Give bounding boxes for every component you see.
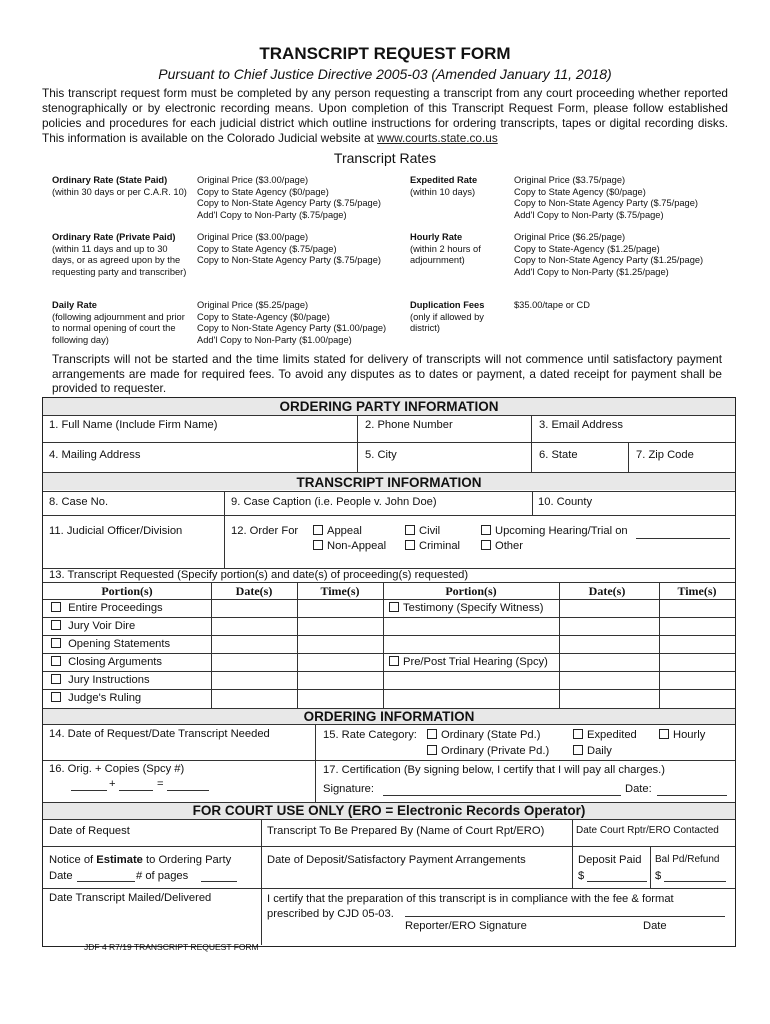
intro-text: This transcript request form must be completed by any person requesting a transcript from any court proceeding whether reported stenographically or by electronic recording means. Upon completion of this Transcript Request Form, please follow established policies and procedures for each judicial district which outline instructions for ordering transcripts, tapes or digital recording disks. This information is available on the Colorado Judicial website at bbox=[42, 86, 728, 145]
portion-checkbox[interactable] bbox=[51, 692, 141, 704]
portion-label: Jury Voir Dire bbox=[68, 620, 136, 632]
rate-expedited bbox=[410, 175, 510, 198]
rate-name: Expedited Rate bbox=[410, 175, 478, 185]
pretrial-checkbox[interactable] bbox=[389, 656, 548, 668]
deposit-paid-label: Deposit Paid bbox=[578, 854, 642, 866]
state-field[interactable]: 6. State bbox=[539, 449, 578, 461]
rate-ordinary-private bbox=[52, 232, 190, 278]
courts-website-link[interactable]: www.courts.state.co.us bbox=[377, 131, 498, 145]
rate-hourly bbox=[410, 232, 506, 267]
date-request-field[interactable]: 14. Date of Request/Date Transcript Needed bbox=[49, 728, 270, 740]
col-dates-right: Date(s) bbox=[588, 584, 626, 598]
zip-field[interactable]: 7. Zip Code bbox=[636, 449, 694, 461]
rate-desc: (within 2 hours of adjournment) bbox=[410, 243, 481, 265]
transcript-requested-label: 13. Transcript Requested (Specify portion(s) and date(s) of proceeding(s) requested) bbox=[49, 569, 469, 581]
full-name-field[interactable]: 1. Full Name (Include Firm Name) bbox=[49, 419, 218, 431]
signature-line[interactable] bbox=[383, 795, 621, 796]
signature-label: Signature: bbox=[323, 783, 374, 795]
portion-label: Jury Instructions bbox=[68, 674, 150, 686]
reporter-signature-line[interactable] bbox=[405, 916, 725, 917]
rate-desc: (within 10 days) bbox=[410, 186, 476, 197]
case-caption-field[interactable]: 9. Case Caption (i.e. People v. John Doe) bbox=[231, 496, 437, 508]
case-no-field[interactable]: 8. Case No. bbox=[49, 496, 109, 508]
reporter-date-label: Date bbox=[643, 920, 667, 932]
expedited-checkbox[interactable] bbox=[573, 729, 637, 741]
deposit-date-field[interactable]: Date of Deposit/Satisfactory Payment Arrangements bbox=[267, 854, 526, 866]
upcoming-hearing-label: Upcoming Hearing/Trial on bbox=[495, 525, 628, 537]
criminal-checkbox[interactable] bbox=[405, 540, 460, 552]
civil-checkbox[interactable] bbox=[405, 525, 440, 537]
upcoming-hearing-checkbox[interactable] bbox=[481, 525, 628, 537]
pretrial-label: Pre/Post Trial Hearing (Spcy) bbox=[403, 656, 548, 668]
other-checkbox[interactable] bbox=[481, 540, 523, 552]
ordering-party-header: ORDERING PARTY INFORMATION bbox=[279, 399, 499, 414]
intro-paragraph bbox=[42, 86, 728, 146]
form-subtitle: Pursuant to Chief Justice Directive 2005-03 (Amended January 11, 2018) bbox=[158, 66, 612, 82]
portion-checkbox[interactable] bbox=[51, 620, 135, 632]
ordinary-state-checkbox[interactable] bbox=[427, 729, 540, 741]
certify-text: I certify that the preparation of this transcript is in compliance with the fee & format prescribed by CJD 05-03. bbox=[267, 893, 674, 920]
reporter-signature-label: Reporter/ERO Signature bbox=[405, 920, 527, 932]
rate-expedited-prices: Original Price ($3.75/page) Copy to State Agency ($0/page) Copy to Non-State Agency Party ($.75/page) Add'l Copy to Non-Party ($.75/page) bbox=[514, 175, 698, 220]
cert-date-line[interactable] bbox=[657, 795, 727, 796]
city-field[interactable]: 5. City bbox=[365, 449, 397, 461]
bal-dollar: $ bbox=[655, 870, 662, 882]
bal-refund-label: Bal Pd/Refund bbox=[655, 854, 720, 865]
notice-estimate: Estimate bbox=[96, 854, 143, 866]
ordinary-private-checkbox[interactable] bbox=[427, 745, 549, 757]
rate-hourly-prices: Original Price ($6.25/page) Copy to State-Agency ($1.25/page) Copy to Non-State Agency Party ($1.25/page) Add'l Copy to Non-Party ($1.25/page) bbox=[514, 232, 704, 277]
court-use-header: FOR COURT USE ONLY (ERO = Electronic Records Operator) bbox=[192, 803, 586, 818]
ordinary-state-label: Ordinary (State Pd.) bbox=[441, 729, 541, 741]
rates-title: Transcript Rates bbox=[333, 150, 437, 166]
rate-name: Hourly Rate bbox=[410, 232, 463, 242]
bal-line[interactable] bbox=[664, 881, 726, 882]
rate-name: Daily Rate bbox=[52, 300, 97, 310]
col-dates-left: Date(s) bbox=[235, 584, 273, 598]
county-field[interactable]: 10. County bbox=[538, 496, 593, 508]
rate-category-label: 15. Rate Category: bbox=[323, 729, 417, 741]
equals-sign: = bbox=[157, 778, 164, 790]
transcript-info-header: TRANSCRIPT INFORMATION bbox=[296, 475, 482, 490]
col-times-left: Time(s) bbox=[320, 584, 360, 598]
rate-name: Ordinary Rate (Private Paid) bbox=[52, 232, 176, 242]
ordinary-private-label: Ordinary (Private Pd.) bbox=[441, 745, 550, 757]
rate-desc: (within 30 days or per C.A.R. 10) bbox=[52, 186, 187, 197]
ordering-info-header: ORDERING INFORMATION bbox=[303, 709, 475, 724]
col-portions-right: Portion(s) bbox=[445, 584, 497, 598]
hourly-label: Hourly bbox=[673, 729, 706, 741]
mailing-address-field[interactable]: 4. Mailing Address bbox=[49, 449, 141, 461]
certification-label: 17. Certification (By signing below, I certify that I will pay all charges.) bbox=[323, 764, 665, 776]
rate-desc: (following adjournment and prior to normal opening of court the following day) bbox=[52, 311, 185, 345]
other-label: Other bbox=[495, 540, 523, 552]
rate-name: Duplication Fees bbox=[410, 300, 485, 310]
form-box bbox=[42, 397, 736, 947]
phone-field[interactable]: 2. Phone Number bbox=[365, 419, 453, 431]
rate-desc: (within 11 days and up to 30 days, or as agreed upon by the requesting party and transcriber) bbox=[52, 243, 187, 277]
portion-label: Opening Statements bbox=[68, 638, 171, 650]
deposit-line[interactable] bbox=[587, 881, 647, 882]
judicial-officer-field[interactable]: 11. Judicial Officer/Division bbox=[49, 525, 183, 537]
portion-checkbox[interactable] bbox=[51, 656, 162, 668]
cert-date-label: Date: bbox=[625, 783, 652, 795]
col-portions-left: Portion(s) bbox=[101, 584, 153, 598]
rate-duplication bbox=[410, 300, 506, 335]
rate-daily bbox=[52, 300, 190, 346]
mailed-field[interactable]: Date Transcript Mailed/Delivered bbox=[49, 892, 212, 904]
prepared-by-field[interactable]: Transcript To Be Prepared By (Name of Court Rpt/ERO) bbox=[267, 825, 545, 837]
rate-name: Ordinary Rate (State Paid) bbox=[52, 175, 168, 185]
expedited-label: Expedited bbox=[587, 729, 637, 741]
payment-note: Transcripts will not be started and the time limits stated for delivery of transcripts will not commence until satisfactory payment arrangements are made for required fees. To avoid any disputes as to dates or payment, a dated receipt for payment shall be provided to requester. bbox=[52, 352, 722, 395]
rate-ordinary-private-prices: Original Price ($3.00/page) Copy to State Agency ($.75/page) Copy to Non-State Agency Party ($.75/page) bbox=[197, 232, 381, 265]
portion-checkbox[interactable] bbox=[51, 602, 163, 614]
appeal-checkbox[interactable] bbox=[313, 525, 362, 537]
notice-estimate-label bbox=[49, 854, 231, 866]
col-times-right: Time(s) bbox=[677, 584, 717, 598]
notice-pre: Notice of bbox=[49, 854, 94, 866]
daily-checkbox[interactable] bbox=[573, 745, 612, 757]
rate-desc: (only if allowed by district) bbox=[410, 311, 484, 333]
portion-label: Closing Arguments bbox=[68, 656, 163, 668]
pages-line[interactable] bbox=[201, 881, 237, 882]
email-field[interactable]: 3. Email Address bbox=[539, 419, 623, 431]
hourly-checkbox[interactable] bbox=[659, 729, 705, 741]
non-appeal-checkbox[interactable] bbox=[313, 540, 386, 552]
testimony-checkbox[interactable] bbox=[389, 602, 544, 614]
notice-post: to Ordering Party bbox=[146, 854, 232, 866]
portion-checkbox[interactable] bbox=[51, 674, 150, 686]
orig-copies-field[interactable]: 16. Orig. + Copies (Spcy #) bbox=[49, 763, 185, 775]
order-for-label: 12. Order For bbox=[231, 525, 299, 537]
non-appeal-label: Non-Appeal bbox=[327, 540, 387, 552]
portion-label: Judge's Ruling bbox=[68, 692, 142, 704]
form-footer: JDF 4 R7/19 TRANSCRIPT REQUEST FORM bbox=[84, 942, 259, 952]
testimony-label: Testimony (Specify Witness) bbox=[403, 602, 544, 614]
plus-sign: + bbox=[109, 778, 116, 790]
notice-date-line[interactable] bbox=[77, 881, 135, 882]
daily-label: Daily bbox=[587, 745, 612, 757]
date-contacted-field[interactable]: Date Court Rptr/ERO Contacted bbox=[576, 825, 719, 836]
appeal-label: Appeal bbox=[327, 525, 362, 537]
notice-date-label: Date bbox=[49, 870, 73, 882]
pages-label: # of pages bbox=[136, 870, 189, 882]
portion-label: Entire Proceedings bbox=[68, 602, 163, 614]
deposit-dollar: $ bbox=[578, 870, 585, 882]
portion-checkbox[interactable] bbox=[51, 638, 170, 650]
rate-ordinary-state-prices: Original Price ($3.00/page) Copy to State Agency ($0/page) Copy to Non-State Agency Party ($.75/page) Add'l Copy to Non-Party ($.75/page) bbox=[197, 175, 381, 220]
rate-daily-prices: Original Price ($5.25/page) Copy to State-Agency ($0/page) Copy to Non-State Agency Party ($1.00/page) Add'l Copy to Non-Party ($1.00/page) bbox=[197, 300, 387, 345]
date-of-request-field[interactable]: Date of Request bbox=[49, 825, 130, 837]
rate-ordinary-state bbox=[52, 175, 190, 198]
civil-label: Civil bbox=[419, 525, 441, 537]
criminal-label: Criminal bbox=[419, 540, 461, 552]
form-title: TRANSCRIPT REQUEST FORM bbox=[259, 44, 511, 63]
rate-duplication-prices: $35.00/tape or CD bbox=[514, 300, 590, 310]
